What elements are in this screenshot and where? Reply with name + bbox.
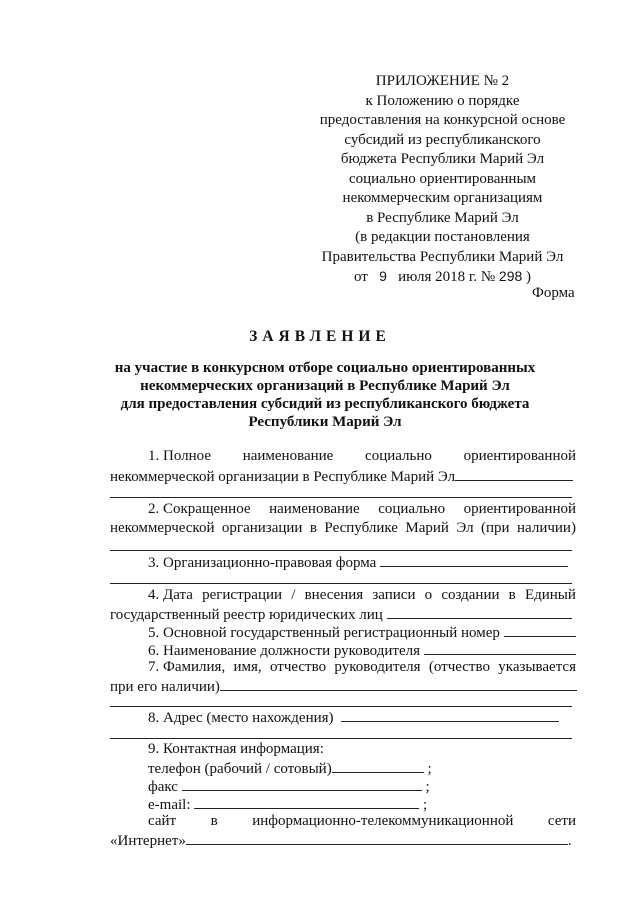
annex-line: Правительства Республики Марий Эл [321,248,564,265]
annex-line: в Республике Марий Эл [366,209,519,226]
word: (при [481,520,510,536]
document-subtitle [90,359,560,431]
item-6-text: 6. Наименование должности руководителя [148,643,421,659]
item-7-text: при его наличии) [110,679,220,695]
word: наименование [269,501,360,517]
item-2-line-2 [110,520,576,537]
date-close: ) [526,269,532,285]
internet-blank [186,831,568,845]
item-8 [148,708,559,727]
annex-line: субсидий из республиканского [344,131,541,148]
word: Эл [456,520,474,536]
word: 4. Дата [148,587,193,603]
period: . [567,833,572,849]
word: 2. Сокращенное [148,501,251,517]
item-6 [148,641,576,660]
word: внесения [304,587,364,603]
item-4-line-1 [148,587,576,604]
annex-line: некоммерческим организациям [342,190,543,206]
item-1-line-1 [148,448,576,465]
word: социально [378,501,446,517]
word: отчество [269,659,327,675]
item-4-text: государственный реестр юридических лиц [110,607,383,623]
date-month-year: июля 2018 г. № [398,269,496,285]
date-day: 9 [379,268,387,284]
word: сети [547,813,576,829]
phone-label: телефон (рабочий / сотовый) [148,761,332,777]
item-3-text: 3. Организационно-правовая форма [148,555,377,571]
word: наличии) [517,520,576,536]
form-label: Форма [532,285,575,301]
annex-line: к Положению о порядке [365,92,520,109]
item-7-blank-line [110,706,572,707]
item-5-blank [504,623,576,637]
item-6-blank [424,641,576,655]
word: в [309,520,317,536]
fax-label: факс [148,779,178,795]
internet-label: «Интернет» [110,833,186,849]
word: организации [221,520,303,536]
semicolon: ; [422,797,428,813]
internet-row [110,831,572,850]
date-number: 298 [498,268,523,284]
item-4-blank [387,605,572,619]
item-8-text: 8. Адрес (место нахождения) [148,710,334,726]
annex-line: бюджета Республики Марий Эл [340,151,545,167]
email-blank [194,795,419,809]
item-5 [148,623,576,642]
word: 7. Фамилия, [148,659,226,675]
word: Республике [324,520,398,536]
item-1-blank-line [110,497,572,498]
document-title: ЗАЯВЛЕНИЕ [249,328,391,345]
word: Марий [405,520,449,536]
item-3-blank [380,553,568,567]
item-8-blank [341,708,559,722]
item-7-line-2 [110,677,577,696]
annex-header [300,72,585,288]
word: 1. Полное [148,448,211,464]
fax-row [148,777,430,796]
word: информационно-телекоммуникационной [252,813,514,829]
item-3 [148,553,568,572]
subtitle-line: Республики Марий Эл [248,414,402,430]
word: имя, [233,659,262,675]
email-label: e-mail: [148,797,191,813]
word: ориентированной [463,448,576,464]
item-2-blank-line [110,550,572,551]
semicolon: ; [427,761,432,777]
word: некоммерческой [110,520,215,536]
item-4-line-2 [110,605,572,624]
word: / [291,587,296,603]
subtitle-line: некоммерческих организаций в Республике Марий Эл [140,378,510,394]
item-7-line-1 [148,659,576,676]
word: сайт [148,813,177,829]
item-8-blank-line [110,738,572,739]
word: регистрации [202,587,283,603]
word: создании [441,587,500,603]
word: в [210,813,218,829]
phone-row [148,759,432,778]
fax-blank [182,777,422,791]
item-5-text: 5. Основной государственный регистрационный номер [148,625,500,641]
word: руководителя [334,659,421,675]
annex-line: (в редакции постановления [355,229,530,245]
annex-line: социально ориентированным [348,170,537,187]
item-1-text: некоммерческой организации в Республике Марий Эл [110,469,456,485]
word: в [508,587,516,603]
subtitle-line: на участие в конкурсном отборе социально ориентированных [114,360,536,376]
word: социально [365,448,432,464]
item-1-line-2 [110,467,573,486]
word: Единый [524,587,576,603]
word: наименование [242,448,334,464]
subtitle-line: для предоставления субсидий из республиканского бюджета [120,396,530,412]
site-row [148,813,576,830]
word: о [424,587,433,603]
word: (отчество [428,659,490,675]
word: ориентированной [463,501,576,517]
item-1-blank [455,467,573,481]
annex-line: предоставления на конкурсной основе [319,112,566,128]
item-7-blank [220,677,577,691]
email-row [148,795,427,814]
item-9: 9. Контактная информация: [148,741,324,757]
item-3-blank-line [110,583,572,584]
word: записи [372,587,416,603]
item-2-line-1 [148,501,576,518]
semicolon: ; [425,779,430,795]
phone-blank [332,759,424,773]
annex-line: ПРИЛОЖЕНИЕ № 2 [375,73,510,89]
date-prefix: от [353,269,368,285]
word: указывается [498,659,576,675]
